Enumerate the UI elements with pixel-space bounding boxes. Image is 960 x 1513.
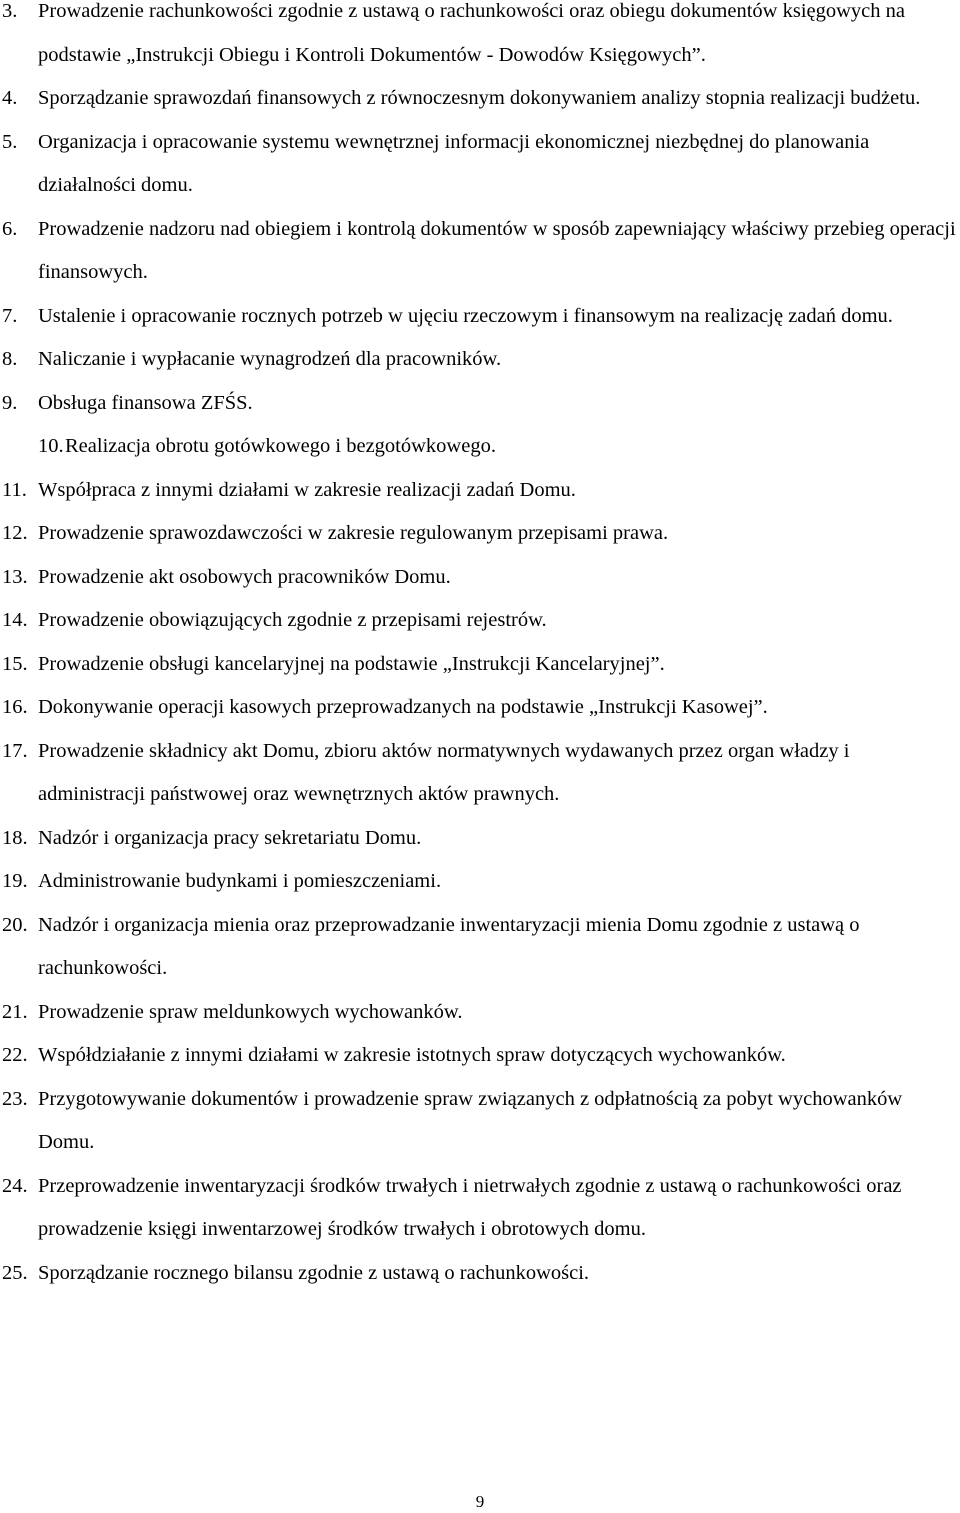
page-number: 9	[475, 1492, 485, 1511]
item-number: 4.	[2, 87, 18, 109]
item-text: Prowadzenie obowiązujących zgodnie z przepisami rejestrów.	[38, 609, 547, 631]
item-number: 22.	[2, 1044, 28, 1066]
item-number: 19.	[2, 870, 28, 892]
list-item	[0, 0, 960, 77]
item-text: Ustalenie i opracowanie rocznych potrzeb w ujęciu rzeczowym i finansowym na realizację zadań domu.	[38, 304, 893, 327]
list-item	[0, 1034, 960, 1078]
list-item	[0, 1165, 960, 1252]
item-text: Organizacja i opracowanie systemu wewnętrznej informacji ekonomicznej niezbędnej do planowania działalności domu.	[38, 130, 870, 196]
item-number: 18.	[2, 826, 28, 849]
item-text: Prowadzenie nadzoru nad obiegiem i kontrolą dokumentów w sposób zapewniający właściwy przebieg operacji finansowych.	[38, 217, 956, 283]
list-item	[0, 817, 960, 861]
list-item	[0, 382, 960, 426]
item-number: 8.	[2, 348, 18, 370]
list-item	[0, 121, 960, 208]
item-number: 6.	[2, 217, 18, 240]
item-text: Prowadzenie rachunkowości zgodnie z ustawą o rachunkowości oraz obiegu dokumentów księgowych na podstawie „Instrukcji Obiegu i Kontroli Dokumentów - Dowodów Księgowych”.	[38, 0, 906, 66]
item-number: 20.	[2, 913, 28, 936]
item-text: Prowadzenie sprawozdawczości w zakresie regulowanym przepisami prawa.	[38, 522, 669, 544]
list-item	[0, 686, 960, 730]
item-number: 11.	[2, 478, 27, 501]
list-item	[0, 991, 960, 1035]
item-number: 14.	[2, 609, 28, 631]
list-item	[0, 208, 960, 295]
list-item	[0, 904, 960, 991]
item-text: Naliczanie i wypłacanie wynagrodzeń dla pracowników.	[38, 348, 502, 370]
list-item	[0, 425, 960, 469]
list-item	[0, 77, 960, 121]
item-text: Obsługa finansowa ZFŚS.	[38, 391, 253, 414]
list-item	[0, 295, 960, 339]
item-number: 24.	[2, 1174, 28, 1197]
item-text: Przeprowadzenie inwentaryzacji środków trwałych i nietrwałych zgodnie z ustawą o rachunkowości oraz prowadzenie księgi inwentarzowej środków trwałych i obrotowych domu.	[38, 1174, 902, 1240]
list-item	[0, 860, 960, 904]
item-text: Nadzór i organizacja mienia oraz przeprowadzanie inwentaryzacji mienia Domu zgodnie z ustawą o rachunkowości.	[38, 913, 860, 979]
list-item	[0, 1078, 960, 1165]
item-number: 16.	[2, 696, 28, 718]
item-text: Nadzór i organizacja pracy sekretariatu Domu.	[38, 826, 422, 849]
item-number: 3.	[2, 0, 18, 22]
list-item	[0, 643, 960, 687]
item-text: Prowadzenie składnicy akt Domu, zbioru aktów normatywnych wydawanych przez organ władzy i administracji państwowej oraz wewnętrznych aktów prawnych.	[38, 739, 850, 805]
list-item	[0, 469, 960, 513]
item-number: 25.	[2, 1261, 28, 1284]
item-text: Sporządzanie sprawozdań finansowych z równoczesnym dokonywaniem analizy stopnia realizacji budżetu.	[38, 87, 921, 109]
item-number: 15.	[2, 652, 28, 675]
list-item	[0, 1252, 960, 1296]
item-number: 12.	[2, 522, 28, 544]
list-item	[0, 512, 960, 556]
item-text: Administrowanie budynkami i pomieszczeniami.	[38, 870, 442, 892]
list-item	[0, 730, 960, 817]
item-text: Dokonywanie operacji kasowych przeprowadzanych na podstawie „Instrukcji Kasowej”.	[38, 696, 768, 718]
item-number: 17.	[2, 739, 28, 762]
list-item	[0, 556, 960, 600]
item-number: 9.	[2, 391, 18, 414]
item-text: Współdziałanie z innymi działami w zakresie istotnych spraw dotyczących wychowanków.	[38, 1044, 786, 1066]
item-text: Prowadzenie akt osobowych pracowników Domu.	[38, 565, 451, 588]
item-text: Sporządzanie rocznego bilansu zgodnie z ustawą o rachunkowości.	[38, 1261, 590, 1284]
item-text: Prowadzenie spraw meldunkowych wychowanków.	[38, 1000, 463, 1023]
item-text: Prowadzenie obsługi kancelaryjnej na podstawie „Instrukcji Kancelaryjnej”.	[38, 652, 665, 675]
item-number: 21.	[2, 1000, 28, 1023]
item-text: Przygotowywanie dokumentów i prowadzenie spraw związanych z odpłatnością za pobyt wychowanków Domu.	[38, 1087, 903, 1153]
item-number: 23.	[2, 1087, 28, 1110]
item-number: 13.	[2, 565, 28, 588]
item-number: 7.	[2, 304, 18, 327]
item-number: 10.	[38, 435, 64, 457]
list-item	[0, 338, 960, 382]
item-text: Współpraca z innymi działami w zakresie realizacji zadań Domu.	[38, 478, 576, 501]
list-item	[0, 599, 960, 643]
item-number: 5.	[2, 130, 18, 153]
item-text: Realizacja obrotu gotówkowego i bezgotówkowego.	[65, 435, 496, 457]
